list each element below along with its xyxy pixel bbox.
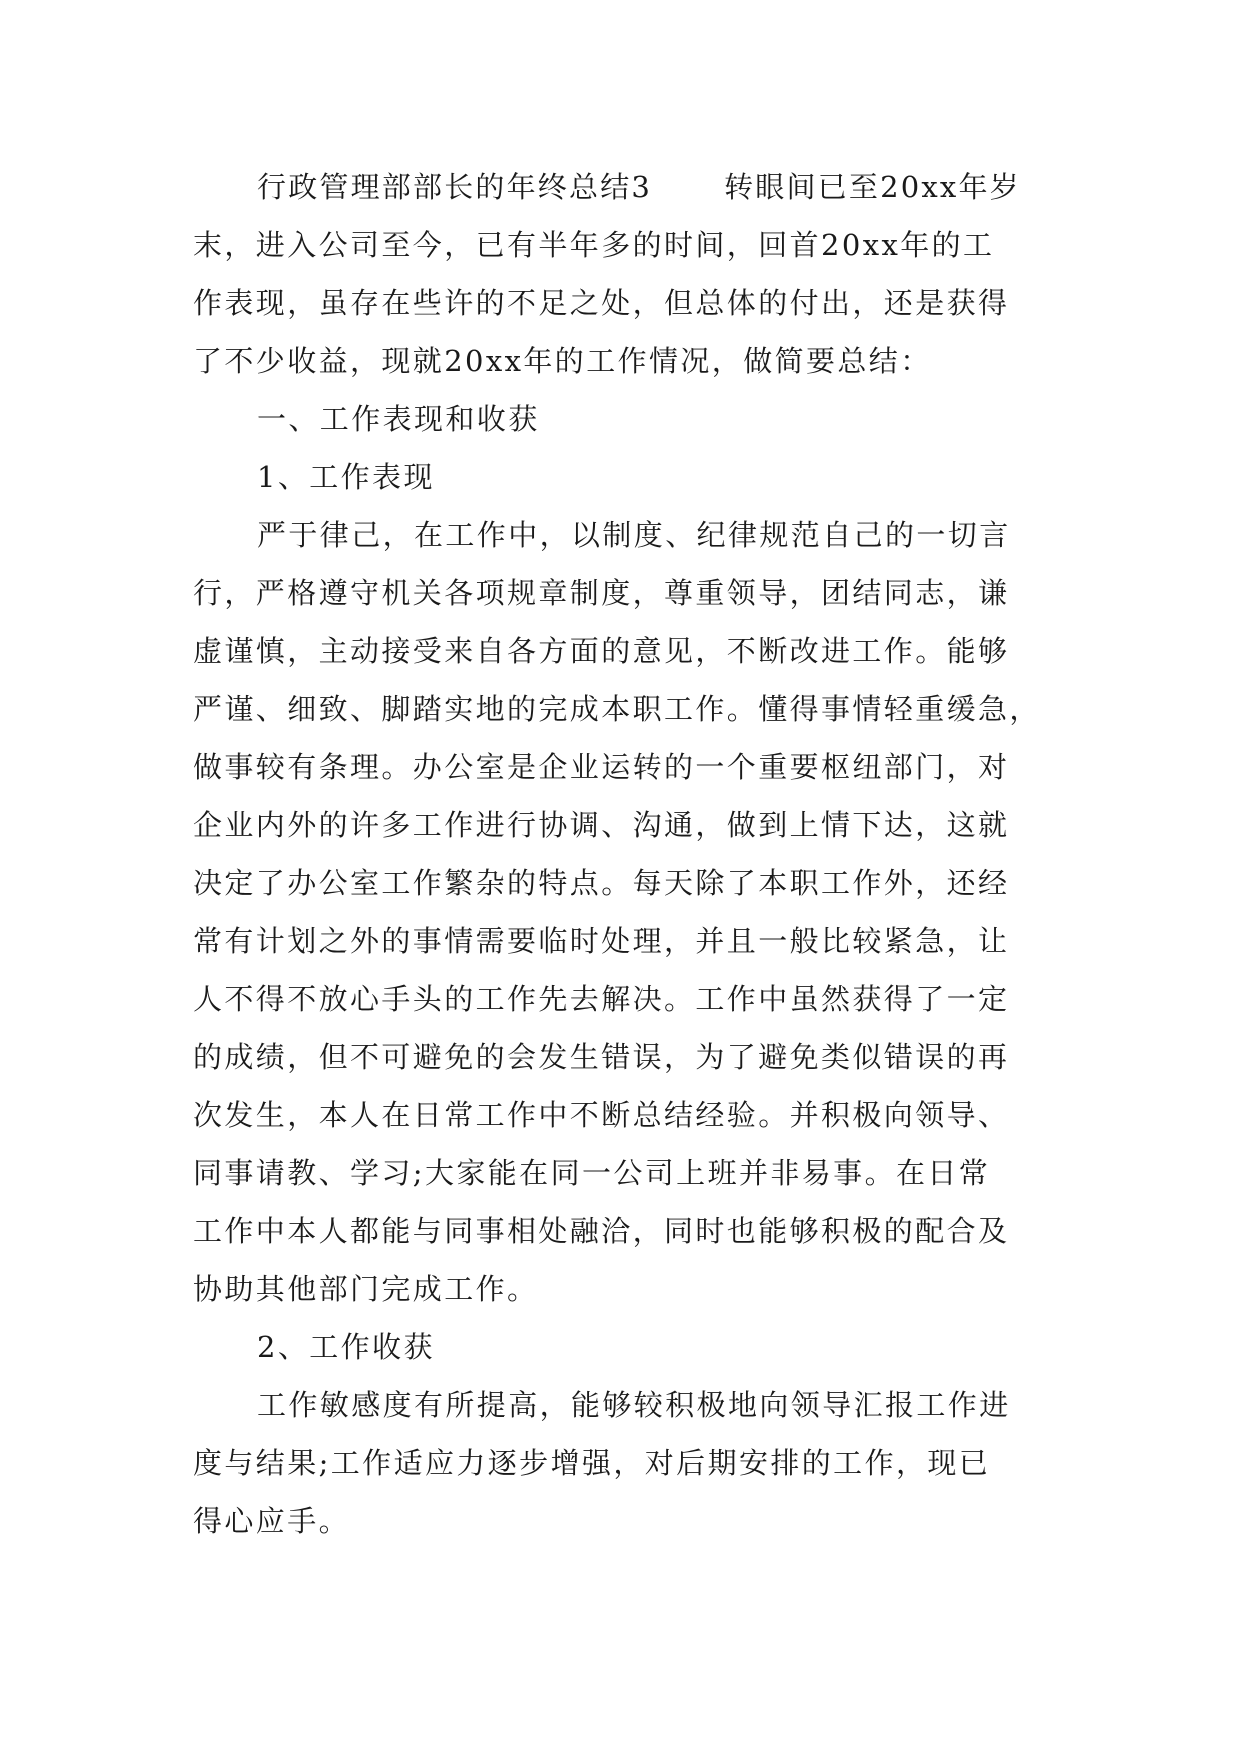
text-line: 常有计划之外的事情需要临时处理，并且一般比较紧急，让 xyxy=(193,924,1010,958)
text-line: 人不得不放心手头的工作先去解决。工作中虽然获得了一定 xyxy=(193,982,1010,1016)
text-line: 严谨、细致、脚踏实地的完成本职工作。懂得事情轻重缓急， xyxy=(193,692,1041,726)
text-line: 协助其他部门完成工作。 xyxy=(193,1272,539,1306)
text-line: 末，进入公司至今，已有半年多的时间，回首20xx年的工 xyxy=(193,228,995,262)
text-line: 做事较有条理。办公室是企业运转的一个重要枢纽部门，对 xyxy=(193,750,1010,784)
document-title: 行政管理部部长的年终总结3 xyxy=(257,170,653,204)
text-line: 的成绩，但不可避免的会发生错误，为了避免类似错误的再 xyxy=(193,1040,1010,1074)
document-body xyxy=(193,158,1063,1550)
text-line: 企业内外的许多工作进行协调、沟通，做到上情下达，这就 xyxy=(193,808,1010,842)
text-line: 次发生，本人在日常工作中不断总结经验。并积极向领导、 xyxy=(193,1098,1010,1132)
text-line: 工作中本人都能与同事相处融洽，同时也能够积极的配合及 xyxy=(193,1214,1010,1248)
text-line: 虚谨慎，主动接受来自各方面的意见，不断改进工作。能够 xyxy=(193,634,1010,668)
text-line: 行，严格遵守机关各项规章制度，尊重领导，团结同志，谦 xyxy=(193,576,1010,610)
text-line: 度与结果;工作适应力逐步增强，对后期安排的工作，现已 xyxy=(193,1446,991,1480)
subsection-heading: 1、工作表现 xyxy=(257,460,435,494)
text-line: 严于律己，在工作中，以制度、纪律规范自己的一切言 xyxy=(257,518,1011,552)
text-line: 决定了办公室工作繁杂的特点。每天除了本职工作外，还经 xyxy=(193,866,1010,900)
text-line: 同事请教、学习;大家能在同一公司上班并非易事。在日常 xyxy=(193,1156,991,1190)
text-line: 得心应手。 xyxy=(193,1504,351,1538)
text-line: 了不少收益，现就20xx年的工作情况，做简要总结： xyxy=(193,344,932,378)
text-line: 工作敏感度有所提高，能够较积极地向领导汇报工作进 xyxy=(257,1388,1011,1422)
subsection-heading: 2、工作收获 xyxy=(257,1330,435,1364)
section-heading: 一、工作表现和收获 xyxy=(257,402,540,436)
text-line: 作表现，虽存在些许的不足之处，但总体的付出，还是获得 xyxy=(193,286,1010,320)
title-line xyxy=(193,158,1063,216)
title-line-rest: 转眼间已至20xx年岁 xyxy=(724,170,1021,204)
